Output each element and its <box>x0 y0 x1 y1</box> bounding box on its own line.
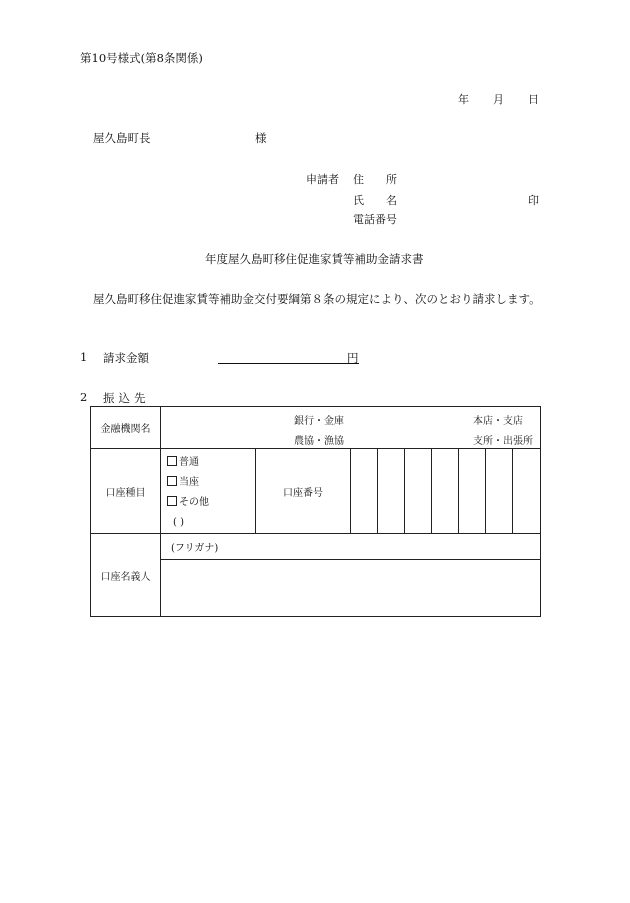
account-digit-cell[interactable] <box>459 449 486 534</box>
addressee-name: 屋久島町長 <box>93 131 151 145</box>
section-2-label: 振込先 <box>103 391 150 405</box>
option-futsu[interactable]: 普通 <box>167 453 255 473</box>
yen-unit: 円 <box>347 351 359 365</box>
date-day-label: 日 <box>528 93 539 106</box>
intro-text: 屋久島町移住促進家賃等補助金交付要綱第８条の規定により、次のとおり請求します。 <box>93 292 541 306</box>
checkbox-icon[interactable] <box>167 456 177 466</box>
account-number-label: 口座番号 <box>256 449 351 534</box>
option-touza[interactable]: 当座 <box>167 473 255 493</box>
institution-cell[interactable] <box>161 407 541 449</box>
address-label-char-2: 所 <box>386 173 397 186</box>
head-branch-label: 本店・支店 <box>473 416 523 427</box>
account-digit-cell[interactable] <box>513 449 541 534</box>
applicant-label: 申請者 <box>306 173 339 186</box>
phone-label: 電話番号 <box>353 213 397 226</box>
section-1-number: 1 <box>80 350 88 364</box>
form-number: 第10号様式(第8条関係) <box>80 51 203 65</box>
name-label-char-2: 名 <box>386 194 397 207</box>
amount-input-line[interactable] <box>218 363 359 364</box>
date-year-label: 年 <box>458 93 469 106</box>
addressee-honorific: 様 <box>255 131 267 145</box>
holder-label: 口座名義人 <box>91 534 161 617</box>
address-label <box>353 171 397 187</box>
bank-credit-label: 銀行・金庫 <box>294 416 344 427</box>
agri-fish-label: 農協・漁協 <box>294 436 344 447</box>
branch-office-label: 支所・出張所 <box>473 436 533 447</box>
account-type-label: 口座種目 <box>91 449 161 534</box>
section-1-label: 請求金額 <box>103 351 149 365</box>
bank-account-table <box>90 406 541 617</box>
account-type-options <box>161 449 256 534</box>
account-digit-cell[interactable] <box>486 449 513 534</box>
name-label <box>353 192 397 208</box>
section-2-number: 2 <box>80 390 88 404</box>
holder-name-cell[interactable] <box>161 560 541 617</box>
name-label-char-1: 氏 <box>353 194 364 207</box>
option-other[interactable]: その他 <box>167 493 255 513</box>
account-digit-cell[interactable] <box>432 449 459 534</box>
seal-mark: 印 <box>528 194 539 207</box>
address-label-char-1: 住 <box>353 173 364 186</box>
date-month-label: 月 <box>493 93 504 106</box>
account-digit-cell[interactable] <box>405 449 432 534</box>
institution-label: 金融機関名 <box>91 407 161 449</box>
document-title: 年度屋久島町移住促進家賃等補助金請求書 <box>205 252 424 266</box>
account-digit-cell[interactable] <box>378 449 405 534</box>
checkbox-icon[interactable] <box>167 496 177 506</box>
account-digit-cell[interactable] <box>351 449 378 534</box>
holder-furigana-cell[interactable]: (フリガナ) <box>161 534 541 560</box>
option-other-paren: ( ) <box>173 517 184 528</box>
checkbox-icon[interactable] <box>167 476 177 486</box>
